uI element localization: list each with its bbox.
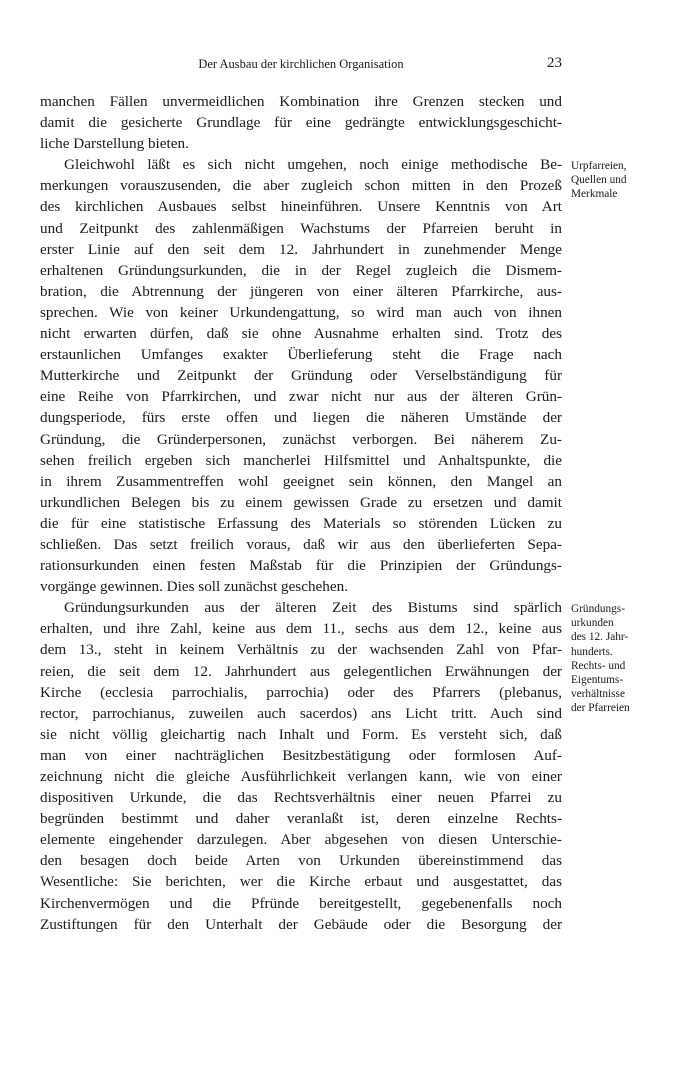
- text-line: Gründung, die Gründerpersonen, zunächst verborgen. Bei näherem Zu-: [40, 430, 562, 448]
- text-line: sie nicht völlig gleichartig nach Inhalt und Form. Es versteht sich, daß: [40, 725, 562, 743]
- text-line: schließen. Das setzt freilich voraus, daß wir aus den überlieferten Sepa-: [40, 535, 562, 553]
- text-line: elemente eingehender darzulegen. Aber abgesehen von diesen Unterschie-: [40, 831, 562, 849]
- text-line: Kirche (ecclesia parrochialis, parrochia) oder des Pfarrers (plebanus,: [40, 683, 562, 701]
- text-line: begründen bestimmt und daher veranlaßt ist, deren einzelne Rechts-: [40, 810, 562, 828]
- page-number: 23: [547, 55, 562, 71]
- margin-note-line: Eigentums-: [571, 674, 624, 687]
- text-line: man von einer nachträglichen Besitzbestätigung oder formlosen Auf-: [40, 746, 562, 764]
- text-line: sehen freilich ergeben sich mancherlei Hilfsmittel und Anhaltspunkte, die: [40, 451, 562, 469]
- text-line: sprechen. Wie von keiner Urkundengattung, so wird man auch von ihnen: [40, 303, 562, 321]
- text-line: reien, die seit dem 12. Jahrhundert aus gelegentlichen Erwähnungen der: [40, 662, 562, 680]
- text-line: zeichnung nicht die gleiche Ausführlichkeit verlangen kann, wie von einer: [40, 768, 562, 785]
- text-line: in ihrem Zusammentreffen wohl geeignet sein können, den Mangel an: [40, 472, 562, 490]
- text-line: dungsperiode, fürs erste offen und liegen die näheren Umstände der: [40, 409, 562, 427]
- text-line: erhaltenen Gründungsurkunden, die in der Regel zugleich die Dismem-: [40, 261, 562, 279]
- text-line: erstaunlichen Umfanges exakter Überlieferung steht die Frage nach: [40, 346, 562, 364]
- margin-note-line: Merkmale: [571, 188, 618, 201]
- text-line: urkundlichen Belegen bis zu einem gewissen Grade zu ersetzen und damit: [40, 493, 562, 511]
- text-line: Zustiftungen für den Unterhalt der Gebäude oder die Besorgung der: [40, 915, 562, 933]
- margin-note-line: des 12. Jahr-: [571, 631, 629, 644]
- text-line: Mutterkirche und Zeitpunkt der Gründung oder Verselbständigung für: [40, 367, 562, 385]
- text-line: nicht erwarten dürfen, daß sie ohne Ausnahme erhalten sind. Trotz des: [40, 325, 562, 343]
- text-line: Kirchenvermögen und die Pfründe bereitgestellt, gegebenenfalls noch: [40, 894, 562, 912]
- margin-note-line: Gründungs-: [571, 603, 625, 615]
- margin-note-line: Quellen und: [571, 174, 627, 187]
- text-line: merkungen vorauszusenden, die aber zugleich schon mitten in den Prozeß: [40, 177, 562, 195]
- text-line: Gleichwohl läßt es sich nicht umgehen, noch einige methodische Be-: [64, 156, 562, 174]
- text-line: und Zeitpunkt des zahlenmäßigen Wachstums der Pfarreien beruht in: [40, 219, 562, 237]
- text-line: rector, parrochianus, zuweilen auch sacerdos) ans Licht tritt. Auch sind: [40, 704, 562, 722]
- text-line: Gründungsurkunden aus der älteren Zeit des Bistums sind spärlich: [64, 599, 562, 617]
- margin-note-gruendungsurkunden: [571, 602, 681, 716]
- body-text: [40, 91, 562, 935]
- text-line: den besagen doch beide Arten von Urkunden übereinstimmend das: [40, 852, 562, 870]
- margin-note-line: urkunden: [571, 617, 614, 630]
- running-title: Der Ausbau der kirchlichen Organisation: [198, 57, 404, 71]
- margin-note-line: der Pfarreien: [571, 702, 630, 715]
- text-line: erster Linie auf den seit dem 12. Jahrhundert in zunehmender Menge: [40, 240, 562, 258]
- text-line: eine Reihe von Pfarrkirchen, und zwar nicht nur aus der älteren Grün-: [40, 388, 562, 406]
- text-line: des kirchlichen Ausbaues selbst hineinführen. Unsere Kenntnis von Art: [40, 198, 562, 216]
- text-line: manchen Fällen unvermeidlichen Kombination ihre Grenzen stecken und: [40, 93, 562, 110]
- text-line: liche Darstellung bieten.: [40, 135, 189, 153]
- margin-note-line: Urpfarreien,: [571, 160, 627, 172]
- text-line: erhalten, und ihre Zahl, keine aus dem 11., sechs aus dem 12., keine aus: [40, 620, 562, 638]
- margin-note-line: verhältnisse: [571, 688, 625, 701]
- margin-note-urpfarreien: [571, 159, 681, 202]
- text-line: rationsurkunden einen festen Maßstab für die Prinzipien der Gründungs-: [40, 557, 562, 575]
- text-line: bration, die Abtrennung der jüngeren von einer älteren Pfarrkirche, aus-: [40, 282, 562, 300]
- text-line: die für eine statistische Erfassung des Materials so störenden Lücken zu: [40, 514, 562, 532]
- margin-note-line: hunderts.: [571, 645, 613, 658]
- text-line: Wesentliche: Sie berichten, wer die Kirche erbaut und ausgestattet, das: [40, 873, 562, 891]
- text-line: dem 13., steht in keinem Verhältnis zu der wachsenden Zahl von Pfar-: [40, 641, 562, 659]
- text-line: dispositiven Urkunde, die das Rechtsverhältnis einer neuen Pfarrei zu: [40, 789, 562, 807]
- margin-note-line: Rechts- und: [571, 659, 626, 672]
- text-line: vorgänge gewinnen. Dies soll zunächst geschehen.: [40, 578, 349, 596]
- running-header: [40, 55, 562, 75]
- text-line: damit die gesicherte Grundlage für eine gedrängte entwicklungsgeschicht-: [40, 114, 562, 132]
